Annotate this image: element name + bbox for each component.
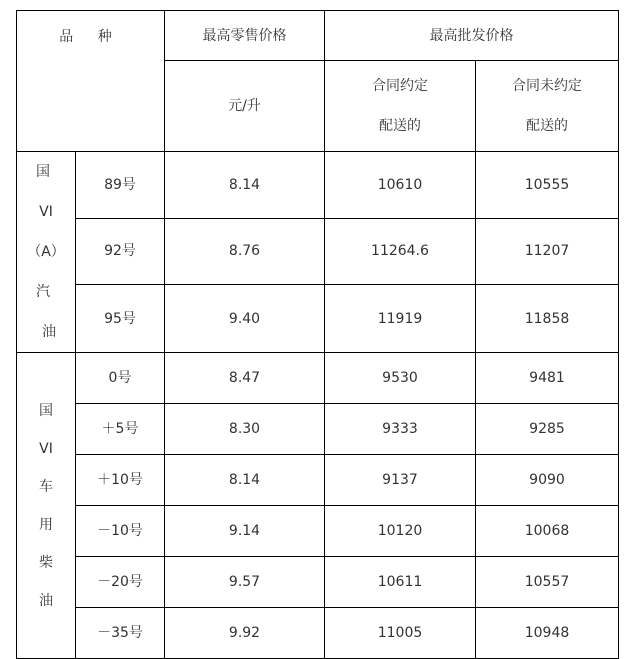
diesel-category-line: VI (39, 440, 53, 457)
gasoline-category-line: 汽 (36, 284, 50, 300)
contract-delivery-header (325, 61, 476, 152)
no-contract-delivery-header (476, 61, 619, 152)
no-contract-cell: 11207 (476, 218, 619, 285)
no-contract-cell: 10948 (476, 608, 619, 659)
gasoline-category-line: VI (39, 204, 53, 220)
grade-cell: 0号 (76, 353, 165, 404)
grade-cell: －10号 (76, 506, 165, 557)
retail-cell: 9.40 (165, 285, 325, 353)
table-row (17, 285, 619, 353)
contract-cell: 9137 (325, 455, 476, 506)
no-contract-cell: 11858 (476, 285, 619, 353)
contract-cell: 11919 (325, 285, 476, 353)
table-row (17, 557, 619, 608)
diesel-category-line: 油 (39, 592, 53, 609)
grade-cell: ＋5号 (76, 404, 165, 455)
table-row (17, 455, 619, 506)
gasoline-category-line: 油 (42, 324, 56, 340)
diesel-category (17, 353, 76, 659)
gasoline-category-line: 国 (36, 164, 50, 180)
fuel-price-table (16, 10, 619, 659)
table-row (17, 404, 619, 455)
variety-header-label: 品 种 (59, 29, 122, 45)
no-contract-delivery-line-1: 合同未约定 (512, 78, 582, 94)
no-contract-cell: 10557 (476, 557, 619, 608)
no-contract-cell: 9090 (476, 455, 619, 506)
retail-cell: 9.14 (165, 506, 325, 557)
contract-cell: 10610 (325, 152, 476, 219)
grade-cell: ＋10号 (76, 455, 165, 506)
contract-cell: 9530 (325, 353, 476, 404)
retail-cell: 8.14 (165, 152, 325, 219)
contract-cell: 9333 (325, 404, 476, 455)
max-wholesale-header: 最高批发价格 (325, 11, 619, 61)
diesel-category-line: 用 (39, 516, 53, 533)
no-contract-cell: 10068 (476, 506, 619, 557)
grade-cell: 92号 (76, 218, 165, 285)
contract-delivery-line-1: 合同约定 (372, 78, 428, 94)
grade-cell: －35号 (76, 608, 165, 659)
contract-cell: 10120 (325, 506, 476, 557)
retail-cell: 9.92 (165, 608, 325, 659)
header-row (17, 11, 619, 61)
diesel-category-line: 柴 (39, 554, 53, 571)
grade-cell: 89号 (76, 152, 165, 219)
table-row (17, 353, 619, 404)
no-contract-cell: 10555 (476, 152, 619, 219)
contract-cell: 11264.6 (325, 218, 476, 285)
table-row (17, 506, 619, 557)
no-contract-cell: 9285 (476, 404, 619, 455)
retail-cell: 8.76 (165, 218, 325, 285)
grade-cell: －20号 (76, 557, 165, 608)
grade-cell: 95号 (76, 285, 165, 353)
retail-unit: 元/升 (165, 61, 325, 152)
gasoline-category (17, 152, 76, 353)
no-contract-delivery-line-2: 配送的 (526, 118, 568, 134)
table-row (17, 152, 619, 219)
retail-cell: 8.47 (165, 353, 325, 404)
contract-cell: 11005 (325, 608, 476, 659)
retail-cell: 8.14 (165, 455, 325, 506)
table-row (17, 608, 619, 659)
contract-delivery-line-2: 配送的 (379, 118, 421, 134)
diesel-category-line: 车 (39, 478, 53, 495)
retail-cell: 9.57 (165, 557, 325, 608)
gasoline-category-line: （A） (27, 244, 65, 260)
table-row (17, 218, 619, 285)
contract-cell: 10611 (325, 557, 476, 608)
variety-header (17, 11, 165, 152)
no-contract-cell: 9481 (476, 353, 619, 404)
retail-cell: 8.30 (165, 404, 325, 455)
diesel-category-line: 国 (39, 402, 53, 419)
max-retail-header: 最高零售价格 (165, 11, 325, 61)
